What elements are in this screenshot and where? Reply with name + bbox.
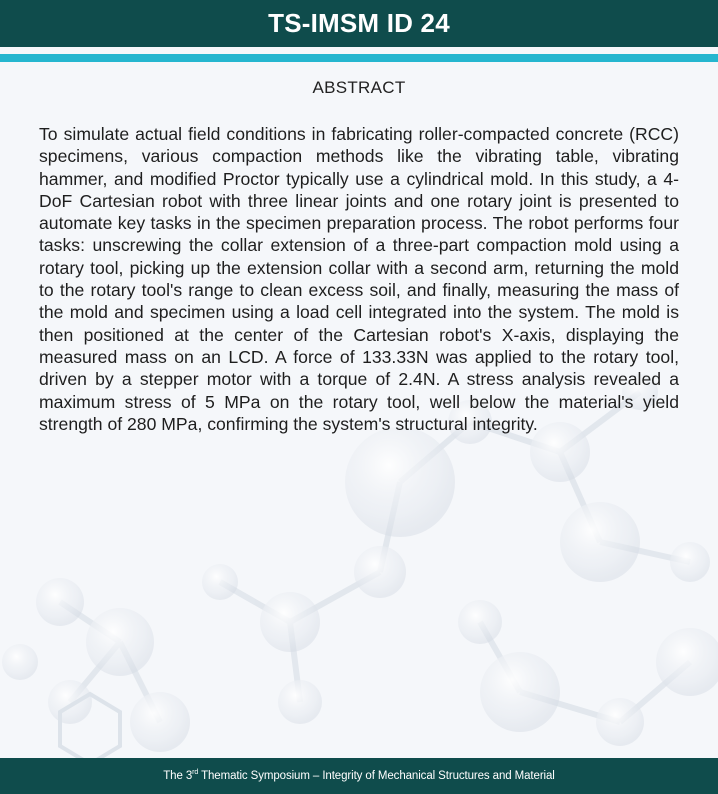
accent-stripe <box>0 54 718 62</box>
footer-bar <box>0 758 718 794</box>
footer-superscript: rd <box>192 769 199 777</box>
header-title: TS-IMSM ID 24 <box>268 8 450 38</box>
footer-suffix: Thematic Symposium – Integrity of Mechanical Structures and Material <box>198 770 555 782</box>
footer-text <box>163 770 555 782</box>
footer-prefix: The 3 <box>163 770 193 782</box>
header-bar <box>0 0 718 47</box>
abstract-heading: ABSTRACT <box>312 78 406 97</box>
abstract-body: To simulate actual field conditions in fabricating roller-compacted concrete (RCC) specimens, various compaction methods like the vibrating table, vibrating hammer, and modified Proctor typically use a cylindrical mold. In this study, a 4-DoF Cartesian robot with three linear joints and one rotary joint is presented to automate key tasks in the specimen preparation process. The robot performs four tasks: unscrewing the collar extension of a three-part compaction mold using a rotary tool, picking up the extension collar with a second arm, returning the mold to the rotary tool's range to clean excess soil, and finally, measuring the mass of the mold and specimen using a load cell integrated into the system. The mold is then positioned at the center of the Cartesian robot's X-axis, displaying the measured mass on an LCD. A force of 133.33N was applied to the rotary tool, driven by a stepper motor with a torque of 2.4N. A stress analysis revealed a maximum stress of 5 MPa on the rotary tool, well below the material's yield strength of 280 MPa, confirming the system's structural integrity. <box>39 124 679 434</box>
